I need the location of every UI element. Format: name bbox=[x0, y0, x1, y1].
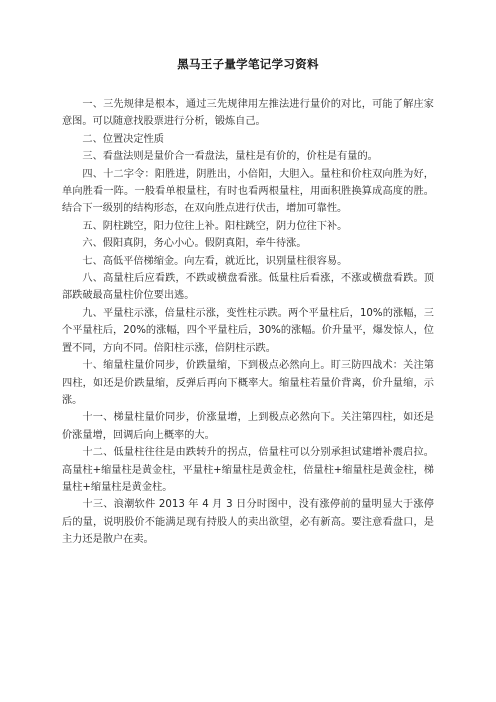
paragraph-3: 三、看盘法则是量价合一看盘法，量柱是有价的，价柱是有量的。 bbox=[82, 151, 378, 163]
paragraph-12: 十二、低量柱往往是由跌转升的拐点，倍量柱可以分别承担试建增补震启拉。高量柱+缩量柱是黄金柱，平量柱+缩量柱是黄金柱，倍量柱+缩量柱是黄金柱，梯量柱+缩量柱是黄金柱。 bbox=[62, 447, 434, 493]
document-title: 黑马王子量学笔记学习资料 bbox=[177, 57, 319, 71]
paragraph-9: 九、平量柱示涨，倍量柱示涨，变性柱示跌。两个平量柱后，10%的涨幅，三个平量柱后，20%的涨幅，四个平量柱后，30%的涨幅。价升量平，爆发惊人，位置不同，方向不同。倍阳柱示涨，倍阴柱示跌。 bbox=[62, 307, 434, 354]
paragraph-8: 八、高量柱后应看跌，不跌或横盘看涨。低量柱后看涨，不涨或横盘看跌。顶部跌破最高量柱价位要出逃。 bbox=[62, 273, 434, 302]
paragraph-11: 十一、梯量柱量价同步，价涨量增，上到极点必然向下。关注第四柱，如还是价涨量增，回调后向上概率的大。 bbox=[62, 412, 434, 441]
paragraph-7: 七、高低平倍梯缩金。向左看，就近比，识别量柱很容易。 bbox=[82, 255, 348, 267]
paragraph-10: 十、缩量柱量价同步，价跌量缩，下到极点必然向上。盯三防四战术：关注第四柱，如还是价跌量缩，反弹后再向下概率大。缩量柱若量价背离，价升量缩，示涨。 bbox=[62, 360, 434, 406]
document-body bbox=[62, 96, 434, 549]
paragraph-13: 十三、浪潮软件 2013 年 4 月 3 日分时图中，没有涨停前的量明显大于涨停后的量，说明股价不能满足现有持股人的卖出欲望，必有新高。要注意看盘口，是主力还是散户在卖。 bbox=[62, 499, 434, 546]
paragraph-1: 一、三先规律是根本，通过三先规律用左推法进行量价的对比，可能了解庄家意图。可以随意找股票进行分析，锻炼自己。 bbox=[62, 99, 434, 128]
paragraph-5: 五、阴柱跳空，阳力位往上补。阳柱跳空，阴力位往下补。 bbox=[82, 220, 348, 232]
paragraph-4: 四、十二字令：阳胜进，阴胜出，小倍阳，大胆入。量柱和价柱双向胜为好，单向胜看一阵。一般看单根量柱，有时也看两根量柱，用面积胜换算成高度的胜。结合下一级别的结构形态，在双向胜点进行伏击，增加可靠性。 bbox=[62, 168, 434, 215]
paragraph-2: 二、位置决定性质 bbox=[82, 133, 164, 145]
paragraph-6: 六、假阳真阴，务心小心。假阴真阳，牵牛待涨。 bbox=[82, 238, 307, 250]
